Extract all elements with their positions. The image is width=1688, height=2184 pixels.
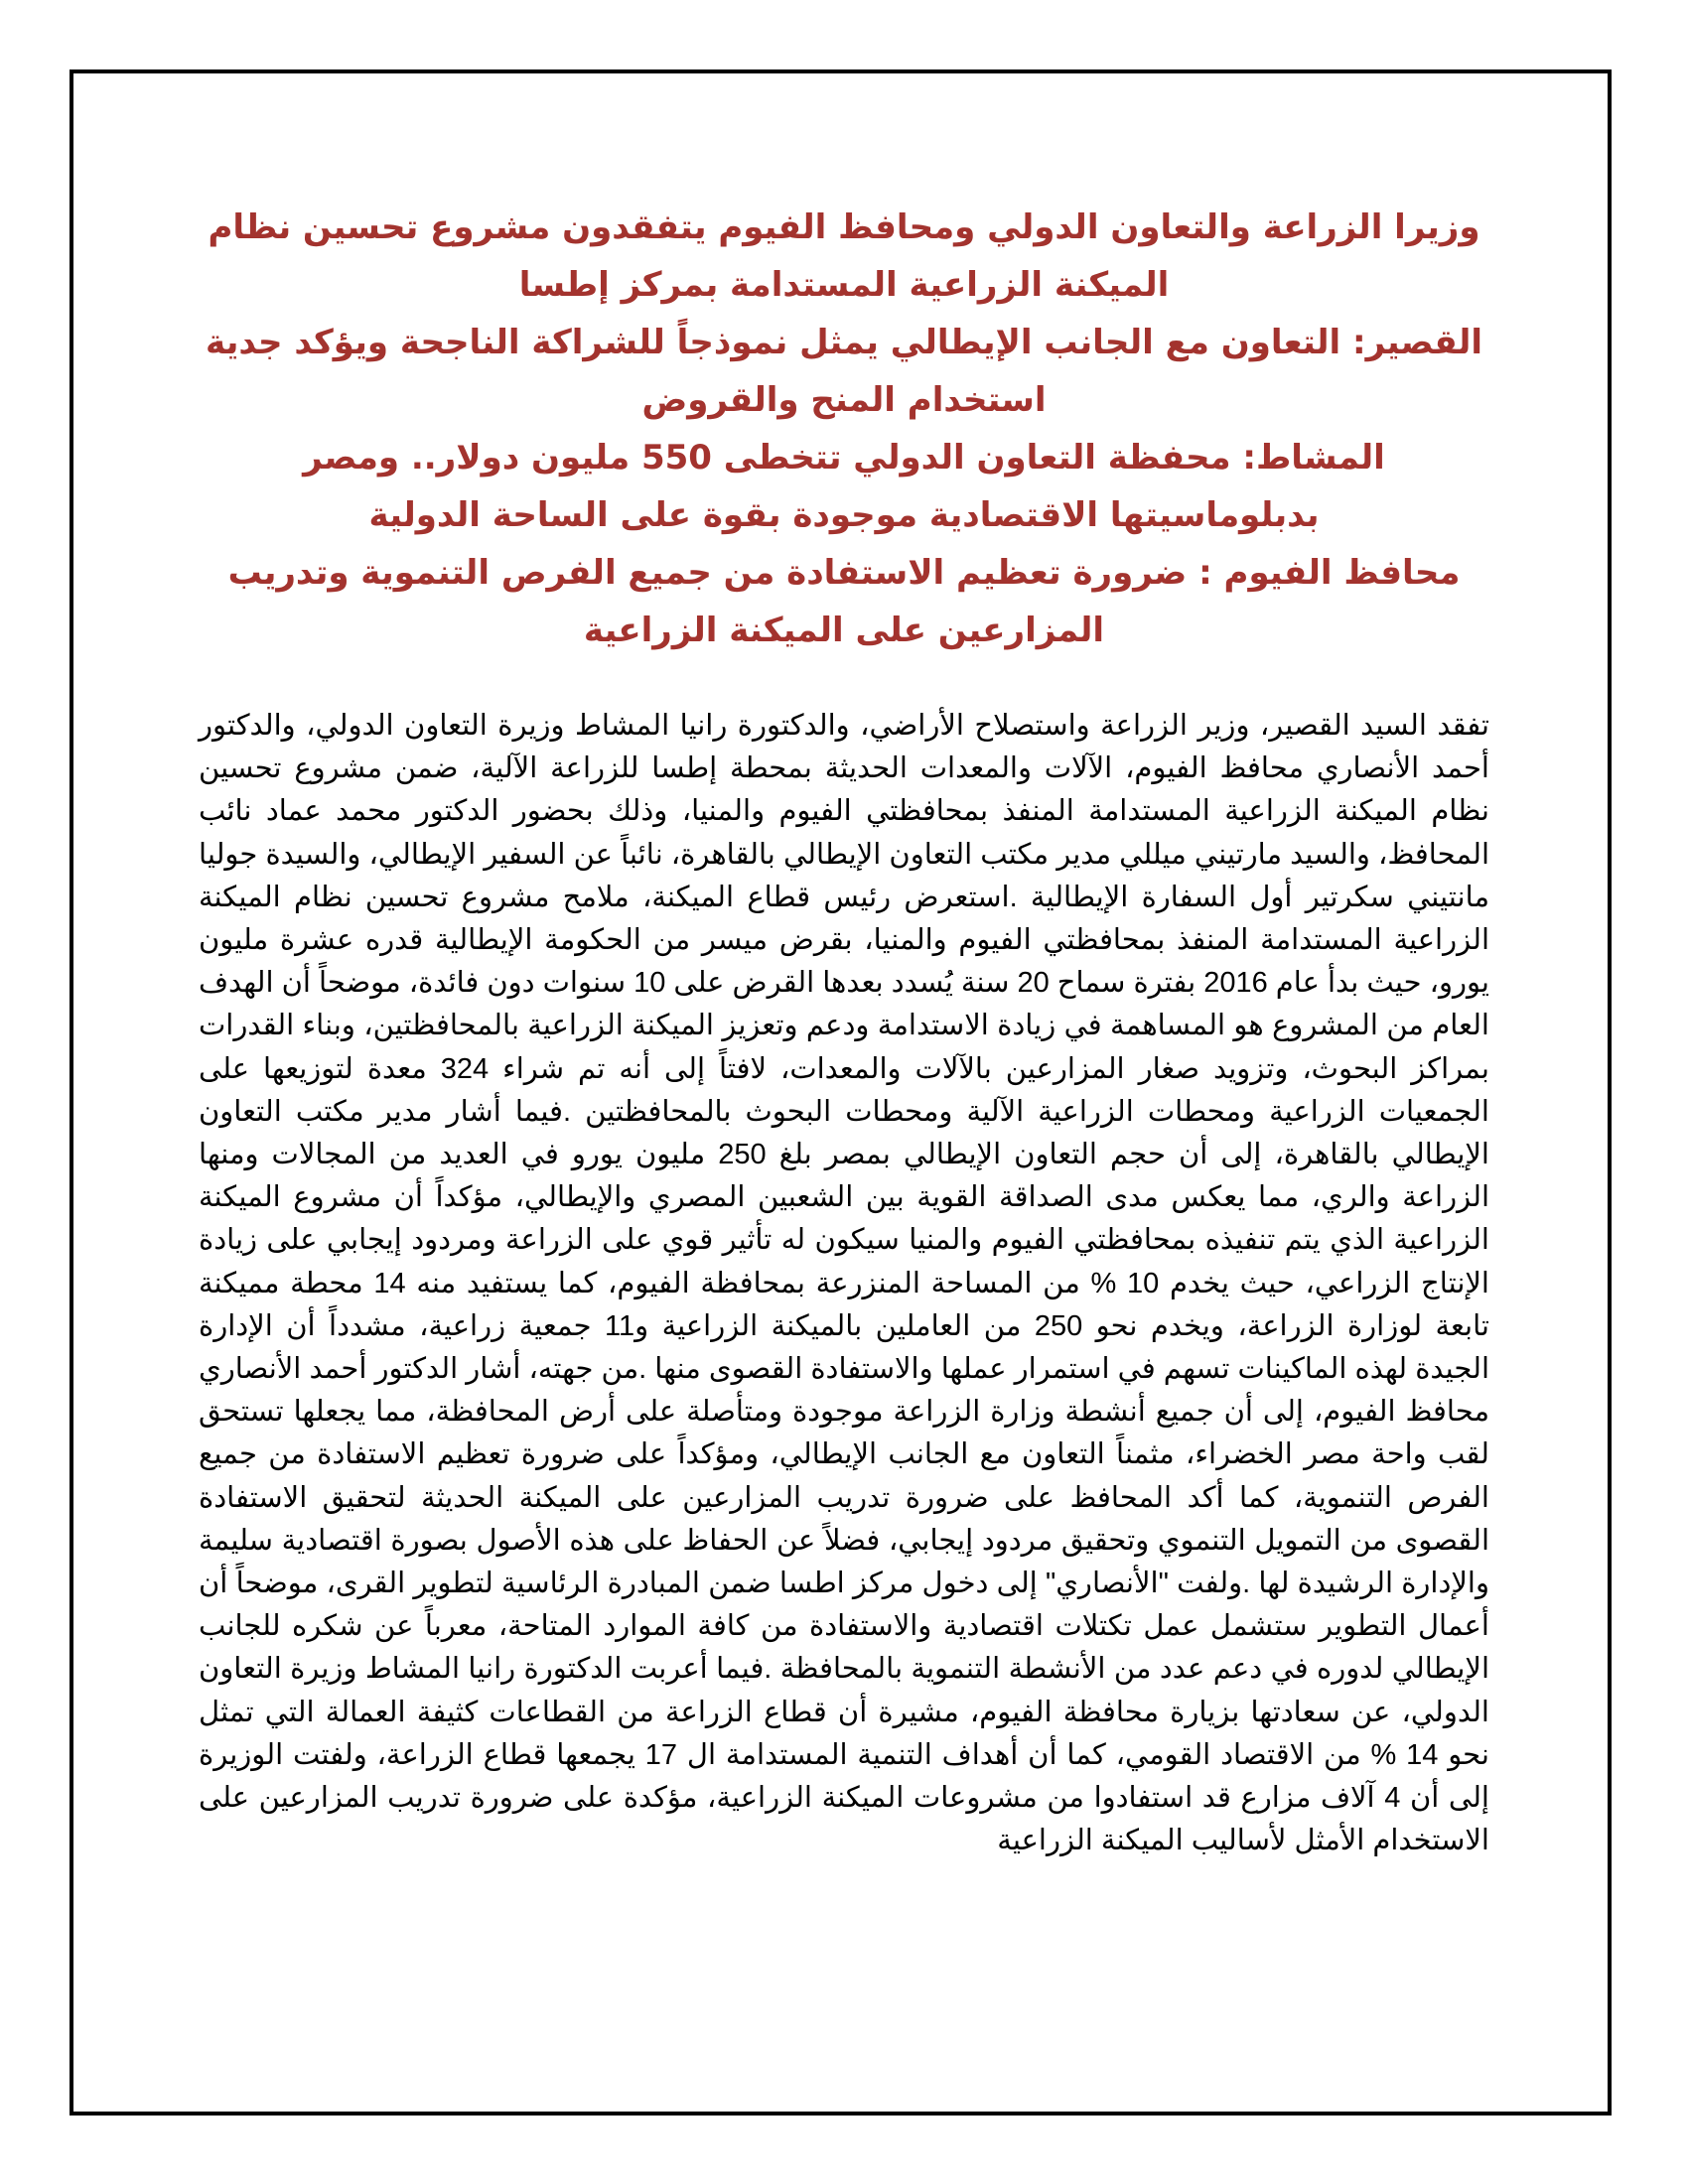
article <box>199 199 1489 1862</box>
article-body: تفقد السيد القصير، وزير الزراعة واستصلاح الأراضي، والدكتورة رانيا المشاط وزيرة التعاون الدولي، والدكتور أحمد الأنصاري محافظ الفيوم، الآلات والمعدات الحديثة بمحطة إطسا للزراعة الآلية، ضمن مشروع تحسين نظام الميكنة الزراعية المستدامة المنفذ بمحافظتي الفيوم والمنيا، وذلك بحضور الدكتور محمد عماد نائب المحافظ، والسيد مارتيني ميللي مدير مكتب التعاون الإيطالي بالقاهرة، نائباً عن السفير الإيطالي، والسيدة جوليا مانتيني سكرتير أول السفارة الإيطالية .استعرض رئيس قطاع الميكنة، ملامح مشروع تحسين نظام الميكنة الزراعية المستدامة المنفذ بمحافظتي الفيوم والمنيا، بقرض ميسر من الحكومة الإيطالية قدره عشرة مليون يورو، حيث بدأ عام 2016 بفترة سماح 20 سنة يُسدد بعدها القرض على 10 سنوات دون فائدة، موضحاً أن الهدف العام من المشروع هو المساهمة في زيادة الاستدامة ودعم وتعزيز الميكنة الزراعية بالمحافظتين، وبناء القدرات بمراكز البحوث، وتزويد صغار المزارعين بالآلات والمعدات، لافتاً إلى أنه تم شراء 324 معدة لتوزيعها على الجمعيات الزراعية ومحطات الزراعية الآلية ومحطات البحوث بالمحافظتين .فيما أشار مدير مكتب التعاون الإيطالي بالقاهرة، إلى أن حجم التعاون الإيطالي بمصر بلغ 250 مليون يورو في العديد من المجالات ومنها الزراعة والري، مما يعكس مدى الصداقة القوية بين الشعبين المصري والإيطالي، مؤكداً أن مشروع الميكنة الزراعية الذي يتم تنفيذه بمحافظتي الفيوم والمنيا سيكون له تأثير قوي على الزراعة ومردود إيجابي على زيادة الإنتاج الزراعي، حيث يخدم 10 % من المساحة المنزرعة بمحافظة الفيوم، كما يستفيد منه 14 محطة مميكنة تابعة لوزارة الزراعة، ويخدم نحو 250 من العاملين بالميكنة الزراعية و11 جمعية زراعية، مشدداً أن الإدارة الجيدة لهذه الماكينات تسهم في استمرار عملها والاستفادة القصوى منها .من جهته، أشار الدكتور أحمد الأنصاري محافظ الفيوم، إلى أن جميع أنشطة وزارة الزراعة موجودة ومتأصلة على أرض المحافظة، مما يجعلها تستحق لقب واحة مصر الخضراء، مثمناً التعاون مع الجانب الإيطالي، ومؤكداً على ضرورة تعظيم الاستفادة من جميع الفرص التنموية، كما أكد المحافظ على ضرورة تدريب المزارعين على الميكنة الحديثة لتحقيق الاستفادة القصوى من التمويل التنموي وتحقيق مردود إيجابي، فضلاً عن الحفاظ على هذه الأصول بصورة اقتصادية سليمة والإدارة الرشيدة لها .ولفت "الأنصاري" إلى دخول مركز اطسا ضمن المبادرة الرئاسية لتطوير القرى، موضحاً أن أعمال التطوير ستشمل عمل تكتلات اقتصادية والاستفادة من كافة الموارد المتاحة، معرباً عن شكره للجانب الإيطالي لدوره في دعم عدد من الأنشطة التنموية بالمحافظة .فيما أعربت الدكتورة رانيا المشاط وزيرة التعاون الدولي، عن سعادتها بزيارة محافظة الفيوم، مشيرة أن قطاع الزراعة من القطاعات كثيفة العمالة التي تمثل نحو 14 % من الاقتصاد القومي، كما أن أهداف التنمية المستدامة ال 17 يجمعها قطاع الزراعة، ولفتت الوزيرة إلى أن 4 آلاف مزارع قد استفادوا من مشروعات الميكنة الزراعية، مؤكدة على ضرورة تدريب المزارعين على الاستخدام الأمثل لأساليب الميكنة الزراعية <box>198 710 1489 1857</box>
headline-2: القصير: التعاون مع الجانب الإيطالي يمثل نموذجاً للشراكة الناجحة ويؤكد جدية استخدام المنح والقروض <box>206 323 1482 420</box>
headline-1: وزيرا الزراعة والتعاون الدولي ومحافظ الفيوم يتفقدون مشروع تحسين نظام الميكنة الزراعية المستدامة بمركز إطسا <box>208 207 1480 305</box>
headline-4: محافظ الفيوم : ضرورة تعظيم الاستفادة من جميع الفرص التنموية وتدريب المزارعين على الميكنة الزراعية <box>227 553 1461 650</box>
headline-3: المشاط: محفظة التعاون الدولي تتخطى 550 مليون دولار.. ومصر بدبلوماسيتها الاقتصادية موجودة بقوة على الساحة الدولية <box>303 438 1385 535</box>
